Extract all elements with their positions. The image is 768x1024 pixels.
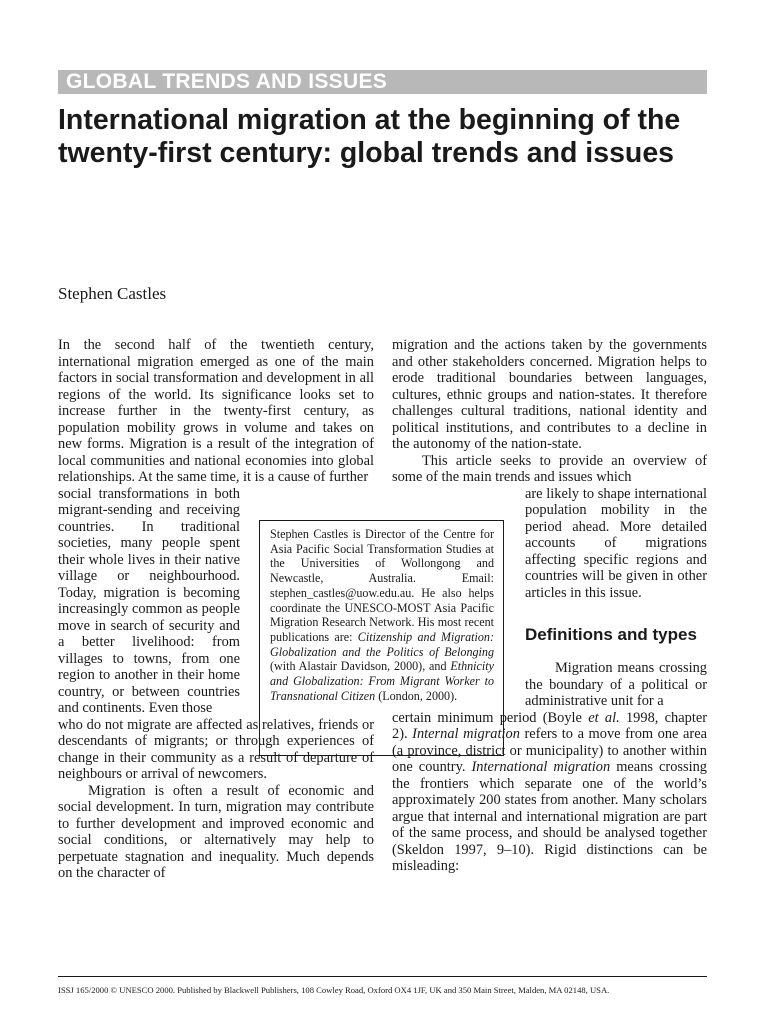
left-paragraph-2: Migration is often a result of economic and social development. In turn, migration may contribute to further development and improved economic and social conditions, or alternatively may help to perpetuate stagnation and inequality. Much depends on the character of: [58, 782, 374, 881]
right-wrap-around-box: [525, 486, 707, 602]
bio-text: (London, 2000).: [375, 688, 458, 703]
left-paragraph-1-narrow: social transformations in both migrant-sending and receiving countries. In traditional societies, many people spent their whole lives in their native village or neighbourhood. Today, migration is becoming increasingly common as people move in search of security and a better livelihood: from villages to towns, from one region to another in their home country, or between countries and continents. Even those: [58, 485, 240, 716]
body-text-run: 1998, chapter 2).: [392, 709, 707, 742]
right-column: [392, 337, 707, 875]
article-title: International migration at the beginning of the twenty-first century: global trends and issues: [58, 104, 681, 169]
left-wrap-around-box: [58, 486, 240, 717]
right-paragraph-2-full: This article seeks to provide an overview of some of the main trends and issues which: [392, 452, 707, 485]
term-international-migration: International migration: [471, 759, 611, 775]
bio-book-title-2: Ethnicity and Globalization: From Migrant Worker to Transnational Citizen: [270, 659, 494, 703]
body-text-run: refers to a move from one area (a province, district or municipality) to another within one country.: [392, 726, 707, 775]
left-paragraph-1-tail: who do not migrate are affected as relatives, friends or descendants of migrants; or through experiences of change in their community as a result of departure of neighbours or arrival of newcomers.: [58, 716, 374, 782]
right-wrap-around-box-2: [525, 660, 707, 710]
body-text-run: means crossing the frontiers which separate one of the world’s approximately 200 states from another. Many scholars argue that internal and international migration are part of the same process, and should be analysed together (Skeldon 1997, 9–10). Rigid distinctions can be misleading:: [392, 759, 707, 874]
right-paragraph-3-narrow: Migration means crossing the boundary of a political or administrative unit for a: [525, 660, 707, 709]
section-banner: GLOBAL TRENDS AND ISSUES: [58, 70, 707, 94]
right-paragraph-3: [392, 710, 707, 875]
bio-text: (with Alastair Davidson, 2000), and: [270, 659, 451, 674]
body-text-run: certain minimum period (Boyle: [392, 709, 589, 726]
footer-copyright: ISSJ 165/2000 © UNESCO 2000. Published by Blackwell Publishers, 108 Cowley Road, Oxford OX4 1JF, UK and 350 Main Street, Malden, MA 02148, USA.: [58, 985, 610, 995]
right-paragraph-2-narrow: are likely to shape international population mobility in the period ahead. More detailed accounts of migrations affecting specific regions and countries will be given in other articles in this issue.: [525, 485, 707, 601]
left-paragraph-1-full: In the second half of the twentieth century, international migration emerged as one of the main factors in social transformation and development in all regions of the world. Its significance looks set to increase further in the twenty-first century, as population mobility grows in volume and takes on new forms. Migration is a result of the integration of local communities and national economies into global relationships. At the same time, it is a cause of further: [58, 337, 374, 485]
bio-text: Stephen Castles is Director of the Centre for Asia Pacific Social Transformation Studies at the Universities of Wollongong and Newcastle, Australia. Email: stephen_castles@uow.edu.au. He also helps coordinate the UNESCO-MOST Asia Pacific Migration Research Network. His most recent publications are:: [270, 527, 494, 644]
right-paragraph-1: migration and the actions taken by the governments and other stakeholders concerned. Migration helps to erode traditional boundaries between languages, cultures, ethnic groups and nation-states. It therefore challenges cultural traditions, national identity and political institutions, and contributes to a decline in the autonomy of the nation-state.: [392, 337, 707, 452]
bio-book-title-1: Citizenship and Migration: Globalization and the Politics of Belonging: [270, 629, 494, 659]
citation-et-al: et al.: [588, 709, 620, 726]
footer-rule: [58, 976, 707, 977]
section-heading: Definitions and types: [525, 625, 697, 644]
term-internal-migration: Internal migration: [412, 726, 520, 742]
author-name: Stephen Castles: [58, 284, 167, 303]
